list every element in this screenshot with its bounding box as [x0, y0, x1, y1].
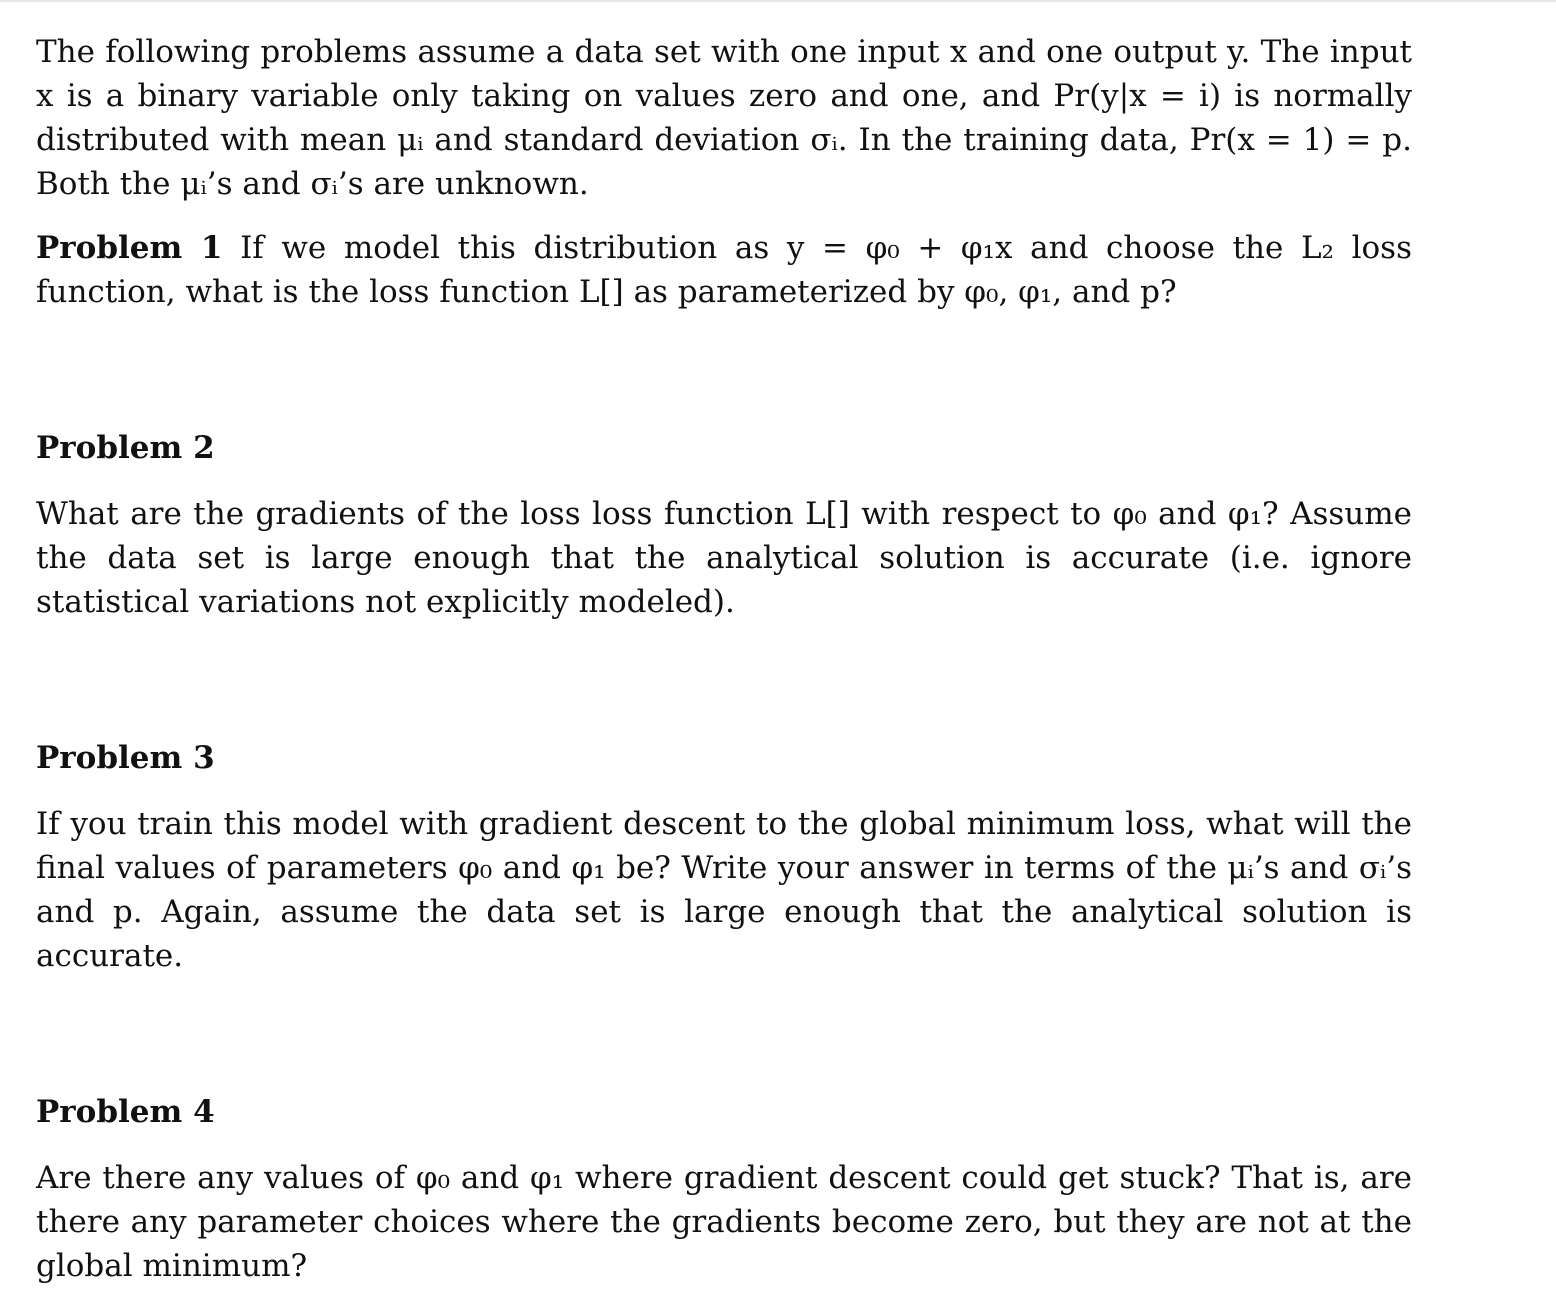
problem-1-text: If we model this distribution as y = φ₀ + φ₁x and choose the L₂ loss function, what is the loss function L[] as parameterized by φ₀, φ₁, and p?: [36, 230, 1413, 310]
problem-2-title: Problem 2: [36, 430, 215, 466]
problem-1-paragraph: [36, 226, 1412, 314]
problem-3-text: If you train this model with gradient descent to the global minimum loss, what will the final values of parameters φ₀ and φ₁ be? Write your answer in terms of the μᵢ’s and σᵢ’s and p. Again, assume the data set is large enough that the analytical solution is accurate.: [36, 806, 1412, 974]
problem-4-title: Problem 4: [36, 1094, 215, 1130]
top-divider: [0, 0, 1556, 2]
problem-1-title: Problem 1: [36, 230, 223, 266]
problem-document: [36, 30, 1412, 1288]
problem-2-text: What are the gradients of the loss loss function L[] with respect to φ₀ and φ₁? Assume the data set is large enough that the analytical solution is accurate (i.e. ignore statistical variations not explicitly modeled).: [36, 496, 1412, 620]
problem-3-title: Problem 3: [36, 740, 215, 776]
intro-paragraph: The following problems assume a data set with one input x and one output y. The input x is a binary variable only taking on values zero and one, and Pr(y|x = i) is normally distributed with mean μᵢ and standard deviation σᵢ. In the training data, Pr(x = 1) = p. Both the μᵢ’s and σᵢ’s are unknown.: [36, 34, 1412, 202]
problem-4-text: Are there any values of φ₀ and φ₁ where gradient descent could get stuck? That is, are there any parameter choices where the gradients become zero, but they are not at the global minimum?: [36, 1160, 1412, 1284]
